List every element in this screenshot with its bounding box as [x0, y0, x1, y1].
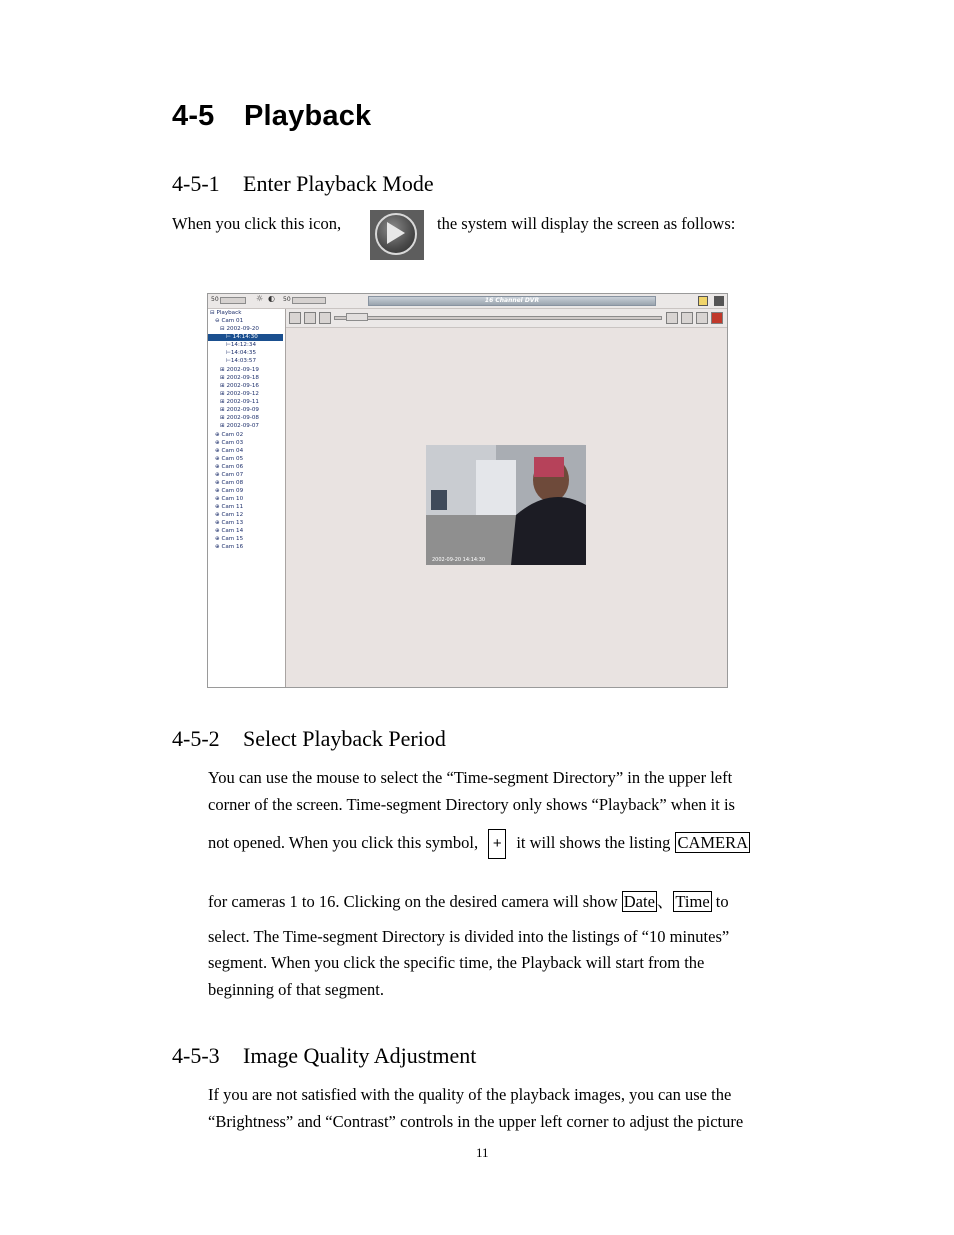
tools-icon[interactable]: [698, 296, 708, 306]
section-number: 4-5-1: [172, 171, 220, 196]
seek-thumb[interactable]: [346, 313, 368, 321]
tree-cam[interactable]: ⊕ Cam 16: [215, 544, 244, 550]
video-timestamp: 2002-09-20 14:14:30: [432, 557, 486, 563]
pause-button[interactable]: [304, 312, 316, 324]
text: to: [715, 892, 729, 911]
section-4-5-3-heading: [172, 1043, 476, 1069]
paragraph-line: beginning of that segment.: [208, 980, 384, 999]
tree-time[interactable]: ⊢14:12:34: [226, 342, 256, 348]
display-icon[interactable]: [714, 296, 724, 306]
paragraph-line: You can use the mouse to select the “Time-segment Directory” in the upper left: [208, 768, 733, 787]
alert-icon[interactable]: [666, 312, 678, 324]
tree-date-open[interactable]: ⊟ 2002-09-20: [220, 326, 259, 332]
tree-date[interactable]: ⊞ 2002-09-09: [220, 407, 259, 413]
section-4-5-1-heading: [172, 171, 434, 197]
intro-text-before-icon: When you click this icon,: [172, 214, 342, 233]
section-title: Image Quality Adjustment: [243, 1043, 477, 1068]
camera-box: CAMERA: [677, 832, 749, 852]
video-frame: [426, 445, 586, 565]
contrast-slider[interactable]: [292, 297, 326, 304]
play-button[interactable]: [319, 312, 331, 324]
dvr-toolbar: [208, 294, 727, 309]
tree-time[interactable]: ⊢14:04:35: [226, 350, 256, 356]
heading-title: Playback: [244, 100, 372, 132]
paragraph-line: select. The Time-segment Directory is divided into the listings of “10 minutes”: [208, 927, 730, 946]
heading-number: 4-5: [172, 100, 215, 132]
contrast-icon: ◐: [268, 294, 275, 303]
tree-cam[interactable]: ⊕ Cam 08: [215, 480, 244, 486]
playback-icon: [370, 210, 424, 260]
tree-date[interactable]: ⊞ 2002-09-08: [220, 415, 259, 421]
time-segment-directory: [208, 309, 286, 687]
seek-bar[interactable]: [334, 316, 662, 320]
window-title: 16 Channel DVR: [368, 296, 656, 306]
tree-cam[interactable]: ⊕ Cam 13: [215, 520, 244, 526]
tree-date[interactable]: ⊞ 2002-09-07: [220, 423, 259, 429]
contrast-toggle-icon[interactable]: [696, 312, 708, 324]
tree-cam[interactable]: ⊕ Cam 10: [215, 496, 244, 502]
playback-screenshot: [207, 293, 728, 688]
camera-image: [426, 445, 586, 565]
tree-cam[interactable]: ⊕ Cam 02: [215, 432, 244, 438]
tree-cam[interactable]: ⊕ Cam 11: [215, 504, 244, 510]
tree-cam[interactable]: ⊕ Cam 09: [215, 488, 244, 494]
tree-date[interactable]: ⊞ 2002-09-12: [220, 391, 259, 397]
date-box: Date: [623, 892, 655, 911]
paragraph-line: segment. When you click the specific time, the Playback will start from the: [208, 953, 705, 972]
contrast-value: 50: [283, 296, 291, 303]
tree-cam[interactable]: ⊕ Cam 07: [215, 472, 244, 478]
tree-cam[interactable]: ⊕ Cam 06: [215, 464, 244, 470]
text: it will shows the listing: [516, 832, 671, 852]
tree-time-selected[interactable]: ⊢ 14:14:30: [208, 334, 283, 341]
section-title: Select Playback Period: [243, 726, 446, 751]
paragraph-line-plus: [208, 829, 750, 859]
paragraph-line: corner of the screen. Time-segment Directory only shows “Playback” when it is: [208, 795, 735, 814]
section-title: Enter Playback Mode: [243, 171, 434, 196]
paragraph-line: If you are not satisfied with the quality of the playback images, you can use the: [208, 1085, 732, 1104]
tree-cam[interactable]: ⊕ Cam 04: [215, 448, 244, 454]
tree-date[interactable]: ⊞ 2002-09-18: [220, 375, 259, 381]
tree-cam[interactable]: ⊕ Cam 12: [215, 512, 244, 518]
tree-cam[interactable]: ⊕ Cam 15: [215, 536, 244, 542]
tree-cam[interactable]: ⊕ Cam 14: [215, 528, 244, 534]
tree-cam[interactable]: ⊕ Cam 05: [215, 456, 244, 462]
tree-root[interactable]: ⊟ Playback: [210, 310, 242, 316]
save-icon[interactable]: [711, 312, 723, 324]
tree-date[interactable]: ⊞ 2002-09-19: [220, 367, 259, 373]
text: for cameras 1 to 16. Clicking on the desired camera will show: [208, 892, 618, 911]
paragraph-line: “Brightness” and “Contrast” controls in the upper left corner to adjust the picture: [208, 1112, 744, 1131]
intro-text-after-icon: the system will display the screen as follows:: [437, 214, 736, 233]
grid-icon[interactable]: [681, 312, 693, 324]
section-4-5-2-heading: [172, 726, 446, 752]
brightness-slider[interactable]: [220, 297, 246, 304]
section-number: 4-5-3: [172, 1043, 220, 1068]
page-number: 11: [476, 1145, 489, 1160]
tree-cam-01[interactable]: ⊖ Cam 01: [215, 318, 244, 324]
section-number: 4-5-2: [172, 726, 220, 751]
tree-date[interactable]: ⊞ 2002-09-11: [220, 399, 259, 405]
tree-time[interactable]: ⊢14:03:57: [226, 358, 256, 364]
text: not opened. When you click this symbol,: [208, 832, 479, 852]
page-heading: [172, 100, 371, 133]
paragraph-line-boxes: [208, 888, 729, 912]
sun-icon: ☼: [256, 294, 264, 303]
tree-date[interactable]: ⊞ 2002-09-16: [220, 383, 259, 389]
separator: 、: [656, 892, 674, 911]
time-box: Time: [675, 892, 710, 911]
brightness-value: 50: [211, 296, 219, 303]
tree-cam[interactable]: ⊕ Cam 03: [215, 440, 244, 446]
playback-controls: [286, 309, 727, 328]
step-play-button[interactable]: [289, 312, 301, 324]
plus-symbol: +: [488, 829, 506, 859]
